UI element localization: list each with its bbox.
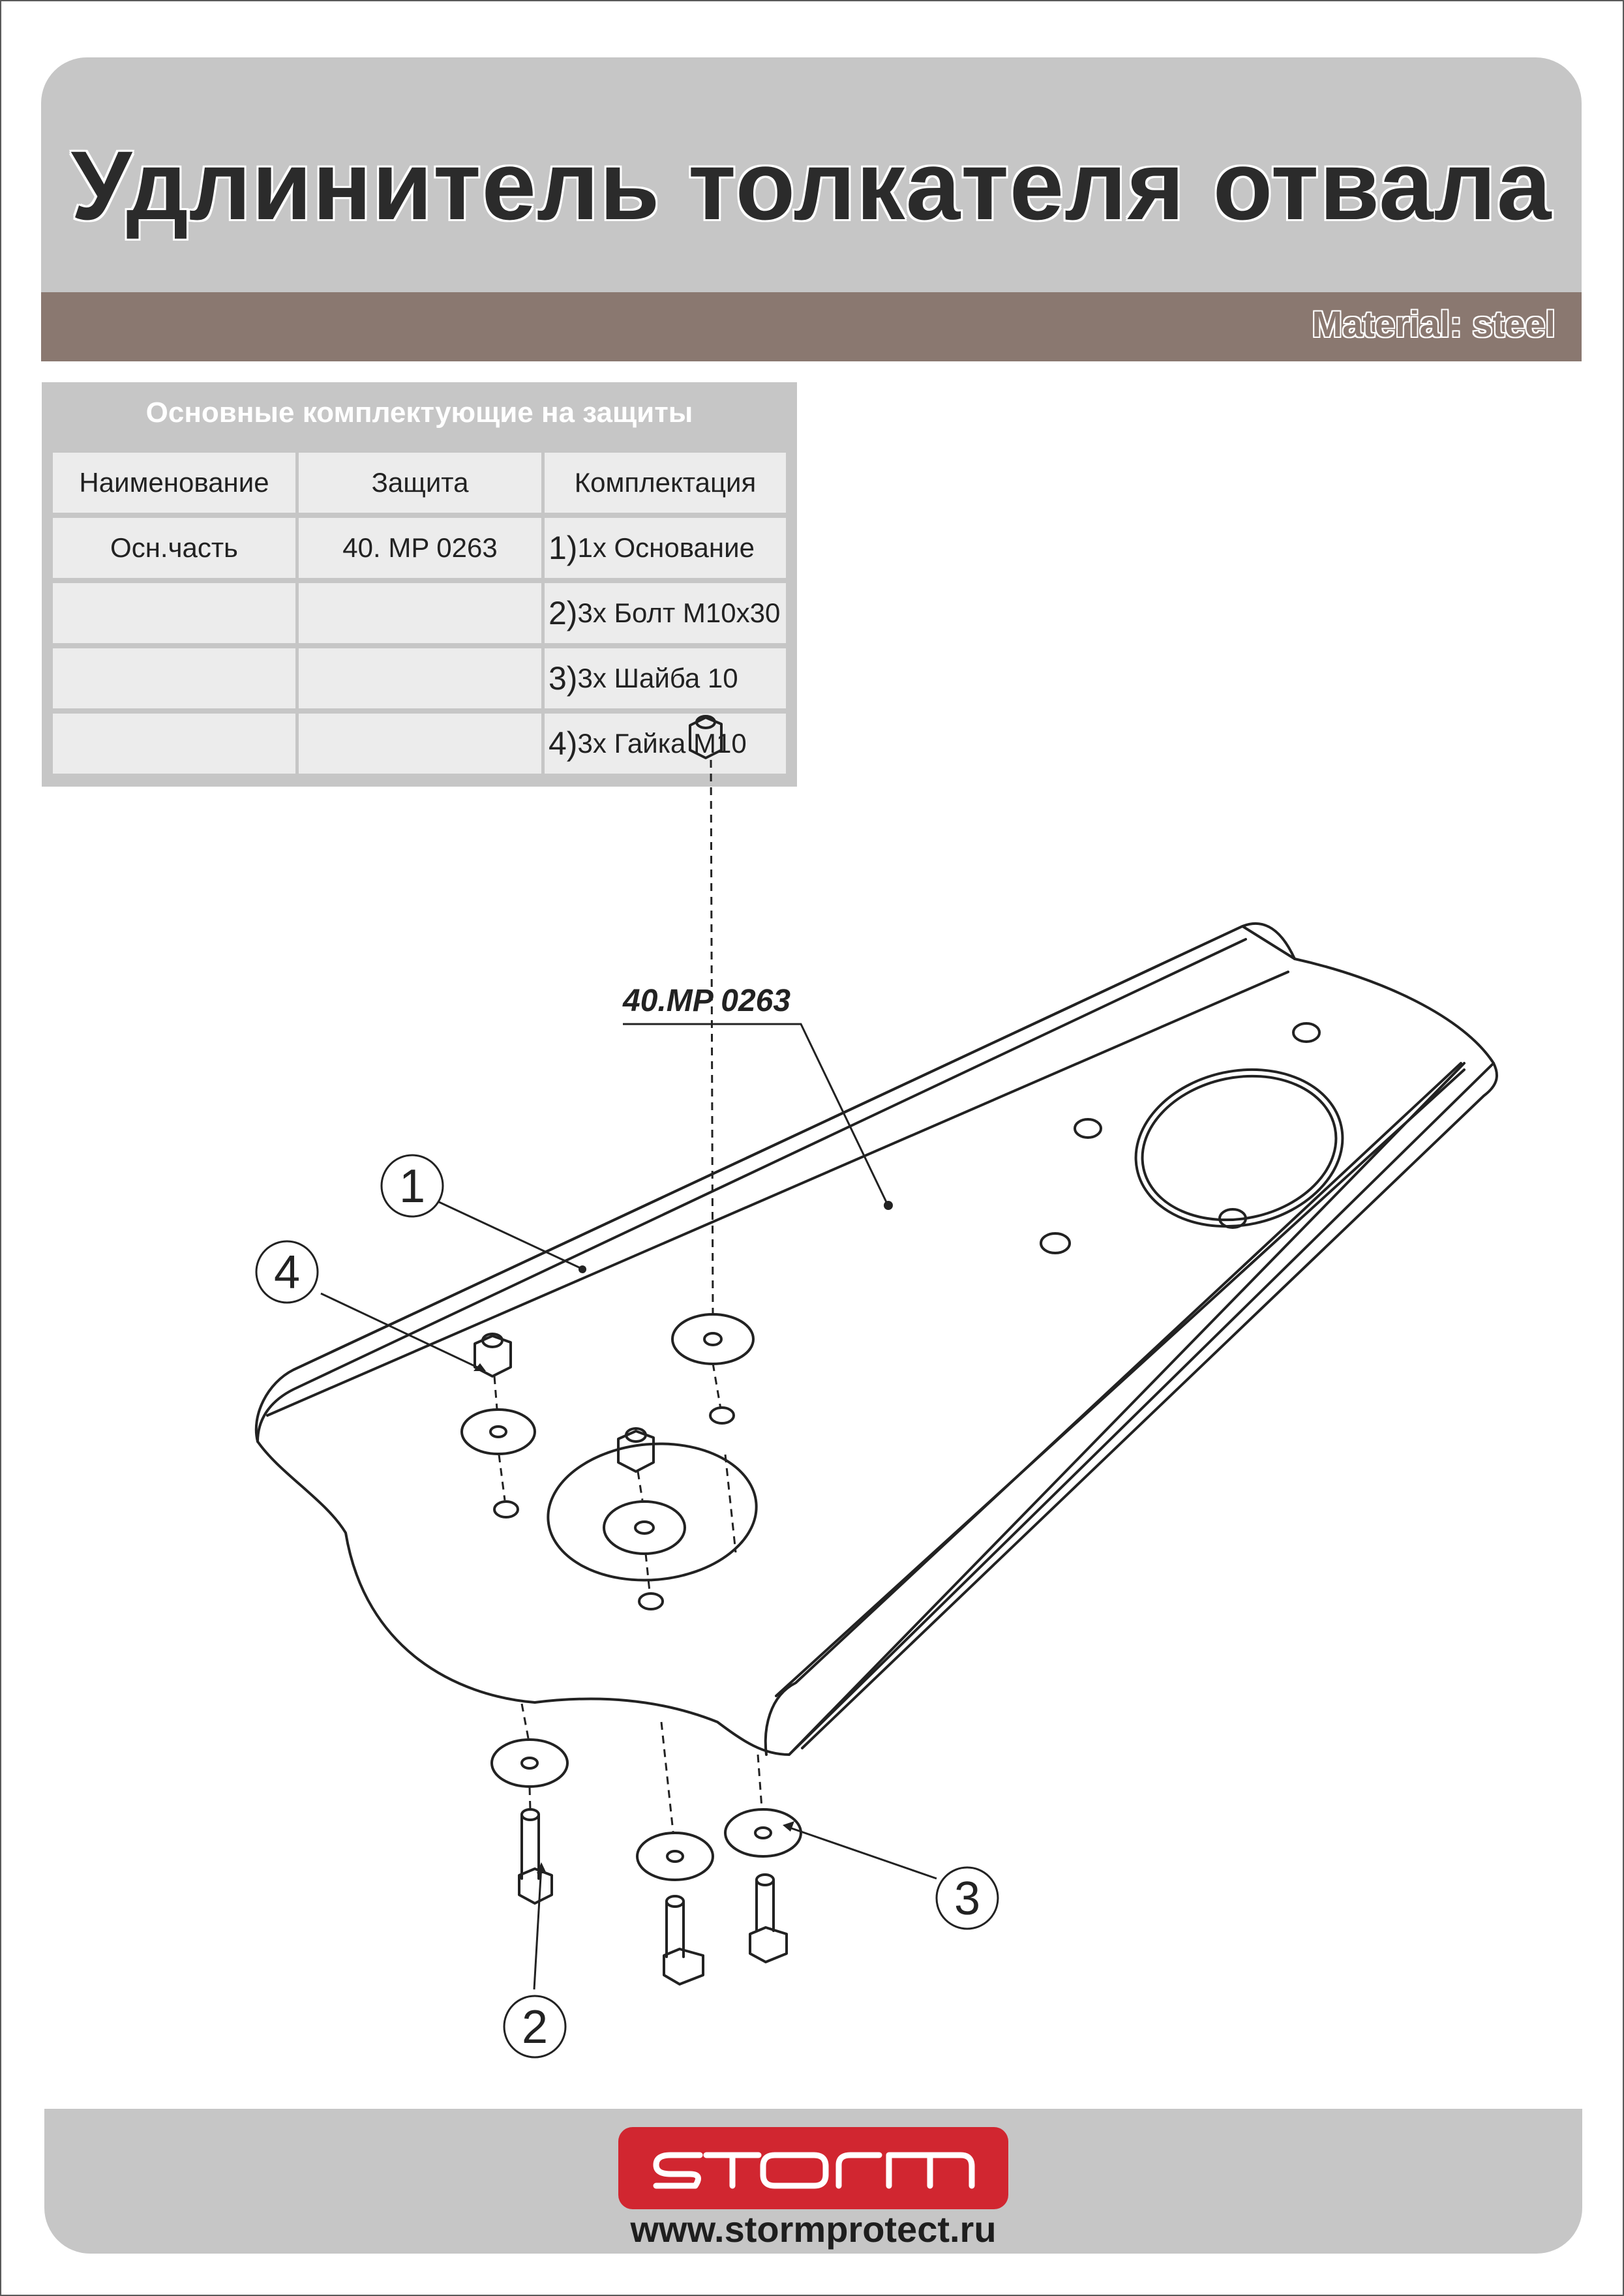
callout-3-number: 3	[954, 1873, 981, 1925]
column-header-kit: Комплектация	[545, 453, 786, 513]
washer	[604, 1502, 685, 1554]
item-text: 3х Шайба 10	[577, 663, 738, 693]
item-number: 1)	[549, 530, 578, 566]
callout-4-number: 4	[273, 1246, 301, 1299]
part-label-leader	[623, 1024, 887, 1203]
item-text: 3х Болт М10х30	[577, 597, 781, 628]
mount-hole	[1075, 1119, 1101, 1138]
item-number: 4)	[549, 725, 578, 762]
item-number: 2)	[549, 595, 578, 631]
right-flange	[789, 1063, 1464, 1755]
washer	[672, 1314, 753, 1364]
bolt-2	[664, 1896, 703, 1984]
nut-1	[690, 716, 721, 758]
website-url[interactable]: www.stormprotect.ru	[630, 2209, 997, 2250]
large-hole	[1121, 1051, 1357, 1245]
washer	[462, 1410, 535, 1454]
storm-logo	[618, 2127, 1008, 2209]
washer	[492, 1740, 567, 1787]
material-label: Material: steel	[1312, 303, 1556, 344]
table-cell-name: Осн.часть	[53, 518, 295, 578]
callout-2-number: 2	[521, 2001, 549, 2053]
footer-panel	[44, 2109, 1582, 2254]
page-title: Удлинитель толкателя отвала	[70, 130, 1552, 240]
mount-hole	[1293, 1023, 1319, 1042]
bolt-3	[750, 1875, 787, 1962]
washer	[710, 1408, 734, 1423]
item-number: 3)	[549, 660, 578, 697]
table-cell-protection: 40. MP 0263	[299, 518, 541, 578]
item-text: 3х Гайка М10	[577, 728, 747, 759]
item-text: 1х Основание	[577, 532, 755, 563]
bolt-1	[519, 1809, 552, 1903]
nut-3	[618, 1431, 654, 1472]
parts-table-title: Основные комплектующие на защиты	[145, 397, 693, 429]
column-header-name: Наименование	[53, 453, 295, 513]
mount-hole	[1041, 1233, 1070, 1253]
callout-1-number: 1	[398, 1160, 426, 1213]
storm-wordmark-icon	[618, 2127, 1008, 2209]
column-header-protection: Защита	[299, 453, 541, 513]
washer	[725, 1809, 801, 1856]
part-label: 40.MP 0263	[623, 984, 791, 1018]
washer	[637, 1833, 713, 1880]
